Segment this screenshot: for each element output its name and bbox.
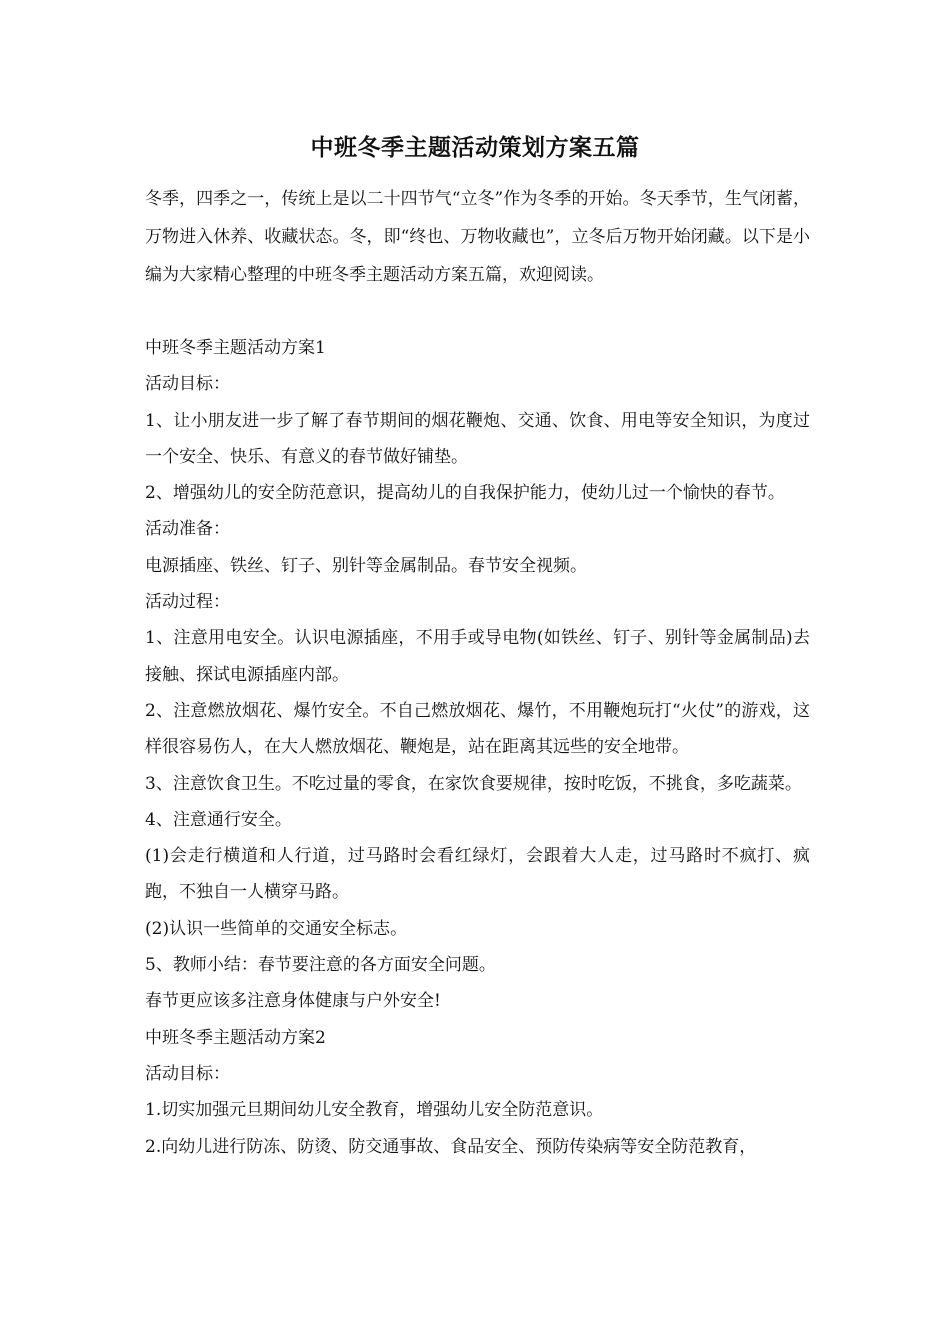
intro-paragraph: 冬季，四季之一，传统上是以二十四节气“立冬”作为冬季的开始。冬天季节，生气闭蓄，万物进入休养、收藏状态。冬，即“终也、万物收藏也”，立冬后万物开始闭藏。以下是小编为大家精心整理的中班冬季主题活动方案五篇，欢迎阅读。 bbox=[145, 189, 810, 285]
intro-section bbox=[145, 180, 810, 294]
subheading: 活动过程： bbox=[145, 592, 230, 613]
list-item: 5、教师小结：春节要注意的各方面安全问题。 bbox=[145, 955, 496, 976]
paragraph: 春节更应该多注意身体健康与户外安全! bbox=[145, 991, 441, 1012]
section-heading: 中班冬季主题活动方案2 bbox=[145, 1027, 326, 1048]
list-item: 4、注意通行安全。 bbox=[145, 809, 292, 830]
paragraph: 电源插座、铁丝、钉子、别针等金属制品。春节安全视频。 bbox=[145, 555, 587, 576]
list-item: 2、注意燃放烟花、爆竹安全。不自己燃放烟花、爆竹，不用鞭炮玩打“火仗”的游戏，这样很容易伤人，在大人燃放烟花、鞭炮是，站在距离其远些的安全地带。 bbox=[145, 700, 810, 758]
section-heading: 中班冬季主题活动方案1 bbox=[145, 338, 326, 358]
list-item: (2)认识一些简单的交通安全标志。 bbox=[145, 918, 408, 939]
list-item: 1、让小朋友进一步了解了春节期间的烟花鞭炮、交通、饮食、用电等安全知识，为度过一个安全、快乐、有意义的春节做好铺垫。 bbox=[145, 410, 810, 467]
document-body bbox=[145, 180, 810, 1165]
list-item: 1.切实加强元旦期间幼儿安全教育，增强幼儿安全防范意识。 bbox=[145, 1100, 604, 1121]
list-item: 2、增强幼儿的安全防范意识，提高幼儿的自我保护能力，使幼儿过一个愉快的春节。 bbox=[145, 483, 785, 504]
document-title: 中班冬季主题活动策划方案五篇 bbox=[310, 134, 640, 161]
list-item: 3、注意饮食卫生。不吃过量的零食，在家饮食要规律，按时吃饭，不挑食，多吃蔬菜。 bbox=[145, 773, 802, 794]
subheading: 活动目标： bbox=[145, 1063, 230, 1084]
list-item: 1、注意用电安全。认识电源插座，不用手或导电物(如铁丝、钉子、别针等金属制品)去接触、探试电源插座内部。 bbox=[145, 628, 810, 685]
blank-line bbox=[145, 294, 810, 330]
subheading: 活动目标： bbox=[145, 374, 230, 395]
subheading: 活动准备： bbox=[145, 519, 230, 540]
content-section bbox=[145, 330, 810, 1165]
list-item: (1)会走行横道和人行道，过马路时会看红绿灯，会跟着大人走，过马路时不疯打、疯跑，不独自一人横穿马路。 bbox=[145, 846, 810, 903]
list-item: 2.向幼儿进行防冻、防烫、防交通事故、食品安全、预防传染病等安全防范教育， bbox=[145, 1136, 757, 1157]
